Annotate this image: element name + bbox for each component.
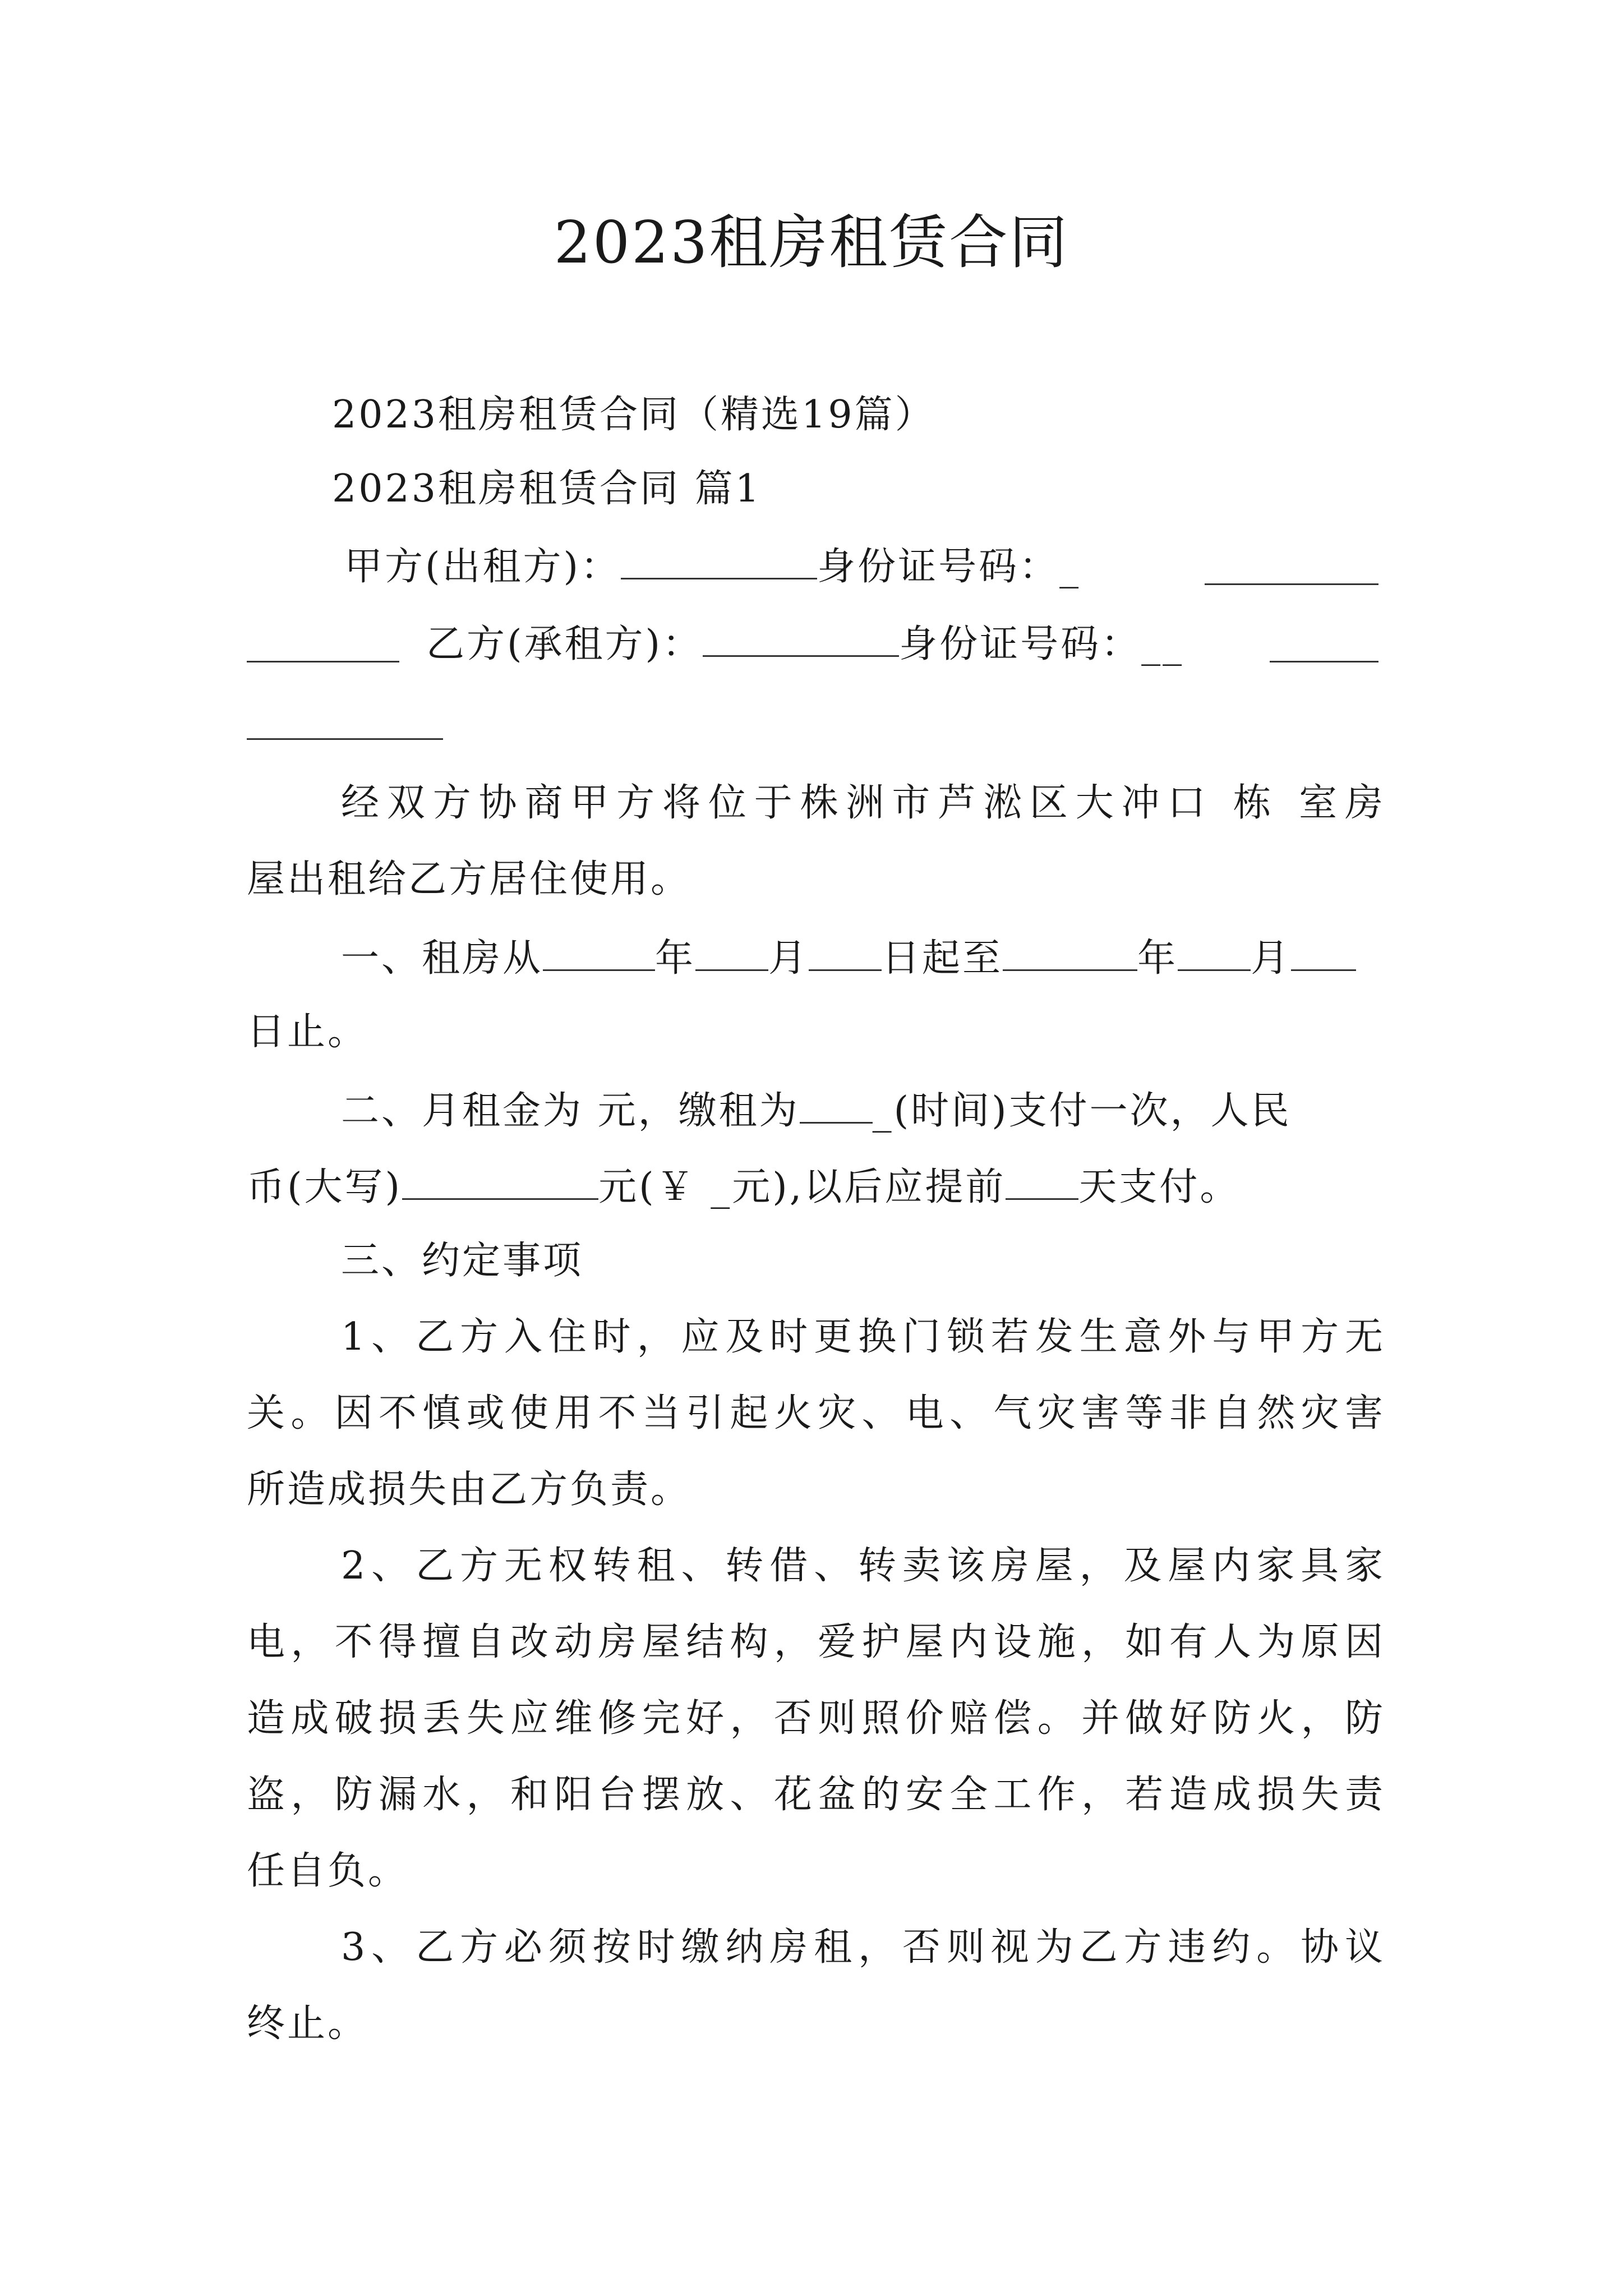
item-1-line-2: 关。因不慎或使用不当引起火灾、电、气灾害等非自然灾害: [247, 1391, 1385, 1435]
clause-2-rent: 二、月租金为 元，缴租为: [341, 1089, 800, 1133]
clause-2-line-2: [247, 1162, 1391, 1210]
party-b-id-blank-continued: [247, 738, 443, 740]
amount-words-blank: [402, 1162, 598, 1200]
item-3-line-1: 3、乙方必须按时缴纳房租，否则视为乙方违约。协议: [341, 1925, 1385, 1970]
clause-1-year2-label: 年: [1137, 936, 1178, 981]
clause-1-line-1: [341, 933, 1485, 981]
item-2-line-4: 盗，防漏水，和阳台摆放、花盆的安全工作，若造成损失责: [247, 1773, 1385, 1817]
party-b-label: 乙方(承租方)：: [426, 622, 703, 666]
party-a-id-mark: _: [1059, 545, 1081, 589]
item-2-line-5: 任自负。: [247, 1849, 409, 1893]
start-month-blank: [695, 933, 768, 971]
party-a-name-blank: [621, 542, 817, 579]
section-heading: 2023租房租赁合同 篇1: [332, 467, 762, 511]
clause-2-pay: 天支付。: [1078, 1165, 1241, 1209]
party-a-id-label: 身份证号码：: [817, 545, 1060, 589]
end-month-blank: [1178, 933, 1251, 971]
item-1-line-3: 所造成损失由乙方负责。: [247, 1467, 691, 1512]
clause-1-line-2: 日止。: [247, 1010, 368, 1054]
party-a-label: 甲方(出租方)：: [344, 545, 621, 589]
party-b-line: [426, 619, 1570, 667]
intro-line-1: 经双方协商甲方将位于株洲市芦淞区大冲口 栋 室房: [341, 781, 1385, 825]
party-a-id-blank: [1205, 583, 1378, 585]
party-a-line: [344, 542, 1488, 590]
clause-1-lead: 一、租房从: [341, 936, 543, 981]
clause-1-month-label: 月: [768, 936, 809, 981]
end-year-blank: [1003, 933, 1137, 971]
clause-1-day-from: 日起至: [882, 936, 1003, 981]
clause-2-amount-label: 币(大写): [247, 1165, 403, 1209]
clause-1-month2-label: 月: [1251, 936, 1292, 981]
party-a-id-blank-continued: [247, 661, 399, 662]
payment-period-blank: [800, 1086, 873, 1124]
end-day-blank: [1291, 933, 1356, 971]
clause-3-heading: 三、约定事项: [341, 1239, 584, 1283]
start-year-blank: [543, 933, 655, 971]
party-b-id-label: 身份证号码：: [899, 622, 1142, 666]
party-b-name-blank: [703, 619, 899, 657]
item-2-line-3: 造成破损丢失应维修完好，否则照价赔偿。并做好防火，防: [247, 1696, 1385, 1741]
document-title: 2023租房租赁合同: [554, 208, 1069, 277]
clause-2-line-1: [341, 1086, 1485, 1134]
intro-line-2: 屋出租给乙方居住使用。: [247, 857, 691, 901]
party-b-id-blank: [1270, 661, 1378, 662]
advance-days-blank: [1006, 1162, 1078, 1200]
party-b-id-mark: __: [1141, 622, 1184, 666]
clause-2-advance: 元(￥ _元),以后应提前: [598, 1165, 1006, 1209]
item-1-line-1: 1、乙方入住时，应及时更换门锁若发生意外与甲方无: [341, 1315, 1385, 1359]
clause-1-year-label: 年: [655, 936, 696, 981]
start-day-blank: [809, 933, 882, 971]
item-2-line-1: 2、乙方无权转租、转借、转卖该房屋，及屋内家具家: [341, 1544, 1385, 1588]
item-2-line-2: 电，不得擅自改动房屋结构，爱护屋内设施，如有人为原因: [247, 1620, 1385, 1664]
clause-2-period: _(时间)支付一次，人民: [872, 1089, 1292, 1133]
item-3-line-2: 终止。: [247, 2001, 368, 2046]
subtitle: 2023租房租赁合同（精选19篇）: [332, 393, 935, 437]
